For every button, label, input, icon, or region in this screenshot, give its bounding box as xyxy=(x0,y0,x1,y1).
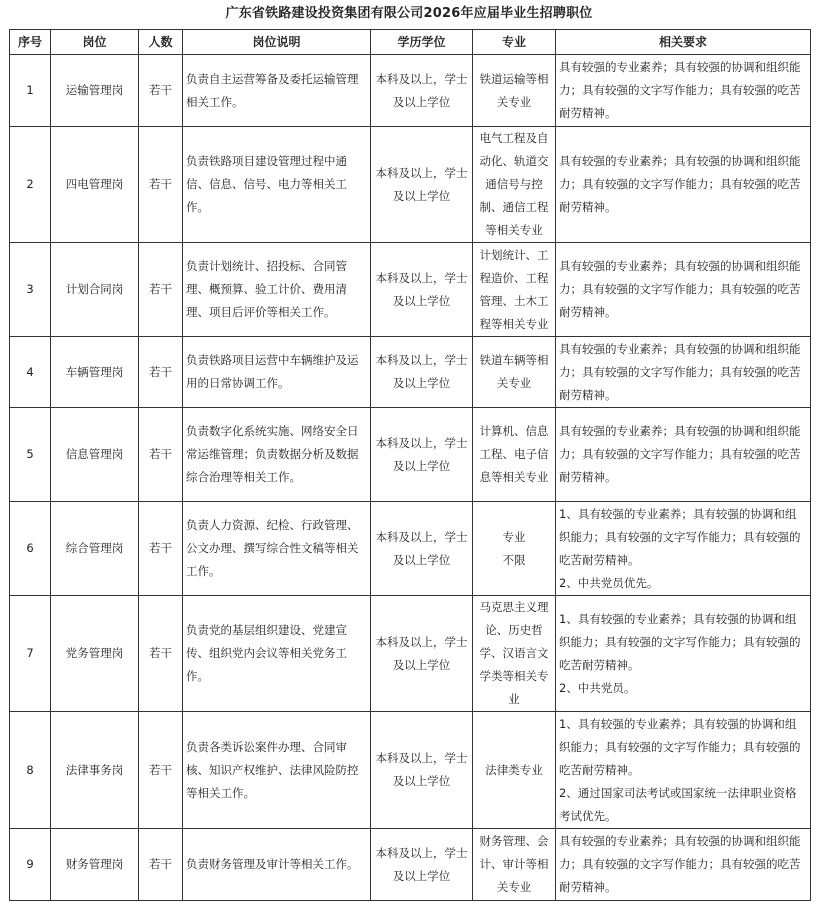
row-count: 若干 xyxy=(139,712,183,829)
table-row xyxy=(10,596,811,712)
row-requirements: 具有较强的专业素养；具有较强的协调和组织能力；具有较强的文字写作能力；具有较强的吃苦耐劳精神。 xyxy=(556,408,811,502)
header-position: 岗位 xyxy=(51,30,139,55)
row-no: 8 xyxy=(10,712,51,829)
header-major: 专业 xyxy=(473,30,556,55)
row-no: 7 xyxy=(10,596,51,712)
row-count: 若干 xyxy=(139,502,183,596)
table-row xyxy=(10,712,811,829)
row-position: 车辆管理岗 xyxy=(51,337,139,408)
row-no: 3 xyxy=(10,243,51,337)
row-count: 若干 xyxy=(139,829,183,901)
table-row xyxy=(10,337,811,408)
row-requirements: 具有较强的专业素养；具有较强的协调和组织能力；具有较强的文字写作能力；具有较强的吃苦耐劳精神。 xyxy=(556,243,811,337)
row-description: 负责计划统计、招投标、合同管理、概预算、验工计价、费用清理、项目后评价等相关工作。 xyxy=(183,243,371,337)
row-major: 电气工程及自动化、轨道交通信号与控制、通信工程等相关专业 xyxy=(473,127,556,243)
job-table xyxy=(9,29,811,901)
table-row xyxy=(10,829,811,901)
row-education: 本科及以上，学士及以上学位 xyxy=(371,596,473,712)
row-major: 计算机、信息工程、电子信息等相关专业 xyxy=(473,408,556,502)
row-description: 负责党的基层组织建设、党建宣传、组织党内会议等相关党务工作。 xyxy=(183,596,371,712)
row-count: 若干 xyxy=(139,127,183,243)
table-row xyxy=(10,408,811,502)
row-requirements: 1、具有较强的专业素养；具有较强的协调和组织能力；具有较强的文字写作能力；具有较强的吃苦耐劳精神。 2、中共党员。 xyxy=(556,596,811,712)
row-education: 本科及以上，学士及以上学位 xyxy=(371,243,473,337)
row-education: 本科及以上，学士及以上学位 xyxy=(371,55,473,127)
header-education: 学历学位 xyxy=(371,30,473,55)
row-description: 负责各类诉讼案件办理、合同审核、知识产权维护、法律风险防控等相关工作。 xyxy=(183,712,371,829)
document-title: 广东省铁路建设投资集团有限公司2026年应届毕业生招聘职位 xyxy=(225,6,593,21)
table-row xyxy=(10,55,811,127)
row-description: 负责铁路项目建设管理过程中通信、信息、信号、电力等相关工作。 xyxy=(183,127,371,243)
row-count: 若干 xyxy=(139,337,183,408)
row-no: 2 xyxy=(10,127,51,243)
row-position: 四电管理岗 xyxy=(51,127,139,243)
row-position: 党务管理岗 xyxy=(51,596,139,712)
row-count: 若干 xyxy=(139,55,183,127)
row-major: 马克思主义理论、历史哲学、汉语言文学类等相关专业 xyxy=(473,596,556,712)
table-header-row xyxy=(10,30,811,55)
row-count: 若干 xyxy=(139,408,183,502)
header-no: 序号 xyxy=(10,30,51,55)
row-count: 若干 xyxy=(139,243,183,337)
row-position: 运输管理岗 xyxy=(51,55,139,127)
row-education: 本科及以上，学士及以上学位 xyxy=(371,829,473,901)
row-no: 6 xyxy=(10,502,51,596)
row-education: 本科及以上，学士及以上学位 xyxy=(371,408,473,502)
row-description: 负责数字化系统实施、网络安全日常运维管理；负责数据分析及数据综合治理等相关工作。 xyxy=(183,408,371,502)
row-requirements: 具有较强的专业素养；具有较强的协调和组织能力；具有较强的文字写作能力；具有较强的吃苦耐劳精神。 xyxy=(556,55,811,127)
table-row xyxy=(10,502,811,596)
row-requirements: 具有较强的专业素养；具有较强的协调和组织能力；具有较强的文字写作能力；具有较强的吃苦耐劳精神。 xyxy=(556,127,811,243)
table-row xyxy=(10,127,811,243)
row-description: 负责财务管理及审计等相关工作。 xyxy=(183,829,371,901)
row-major: 计划统计、工程造价、工程管理、土木工程等相关专业 xyxy=(473,243,556,337)
row-position: 法律事务岗 xyxy=(51,712,139,829)
row-no: 5 xyxy=(10,408,51,502)
row-requirements: 具有较强的专业素养；具有较强的协调和组织能力；具有较强的文字写作能力；具有较强的吃苦耐劳精神。 xyxy=(556,337,811,408)
row-requirements: 具有较强的专业素养；具有较强的协调和组织能力；具有较强的文字写作能力；具有较强的吃苦耐劳精神。 xyxy=(556,829,811,901)
row-major: 财务管理、会计、审计等相关专业 xyxy=(473,829,556,901)
header-description: 岗位说明 xyxy=(183,30,371,55)
row-position: 信息管理岗 xyxy=(51,408,139,502)
table-row xyxy=(10,243,811,337)
row-description: 负责人力资源、纪检、行政管理、公文办理、撰写综合性文稿等相关工作。 xyxy=(183,502,371,596)
row-major: 铁道运输等相关专业 xyxy=(473,55,556,127)
row-education: 本科及以上，学士及以上学位 xyxy=(371,337,473,408)
row-no: 1 xyxy=(10,55,51,127)
row-description: 负责铁路项目运营中车辆维护及运用的日常协调工作。 xyxy=(183,337,371,408)
row-requirements: 1、具有较强的专业素养；具有较强的协调和组织能力；具有较强的文字写作能力；具有较强的吃苦耐劳精神。 2、中共党员优先。 xyxy=(556,502,811,596)
row-position: 综合管理岗 xyxy=(51,502,139,596)
row-position: 财务管理岗 xyxy=(51,829,139,901)
header-requirements: 相关要求 xyxy=(556,30,811,55)
row-education: 本科及以上，学士及以上学位 xyxy=(371,127,473,243)
row-education: 本科及以上，学士及以上学位 xyxy=(371,502,473,596)
row-major: 铁道车辆等相关专业 xyxy=(473,337,556,408)
row-no: 9 xyxy=(10,829,51,901)
row-position: 计划合同岗 xyxy=(51,243,139,337)
header-count: 人数 xyxy=(139,30,183,55)
row-requirements: 1、具有较强的专业素养；具有较强的协调和组织能力；具有较强的文字写作能力；具有较强的吃苦耐劳精神。 2、通过国家司法考试或国家统一法律职业资格考试优先。 xyxy=(556,712,811,829)
row-major: 法律类专业 xyxy=(473,712,556,829)
row-major: 专业 不限 xyxy=(473,502,556,596)
row-description: 负责自主运营筹备及委托运输管理相关工作。 xyxy=(183,55,371,127)
row-no: 4 xyxy=(10,337,51,408)
row-education: 本科及以上，学士及以上学位 xyxy=(371,712,473,829)
row-count: 若干 xyxy=(139,596,183,712)
